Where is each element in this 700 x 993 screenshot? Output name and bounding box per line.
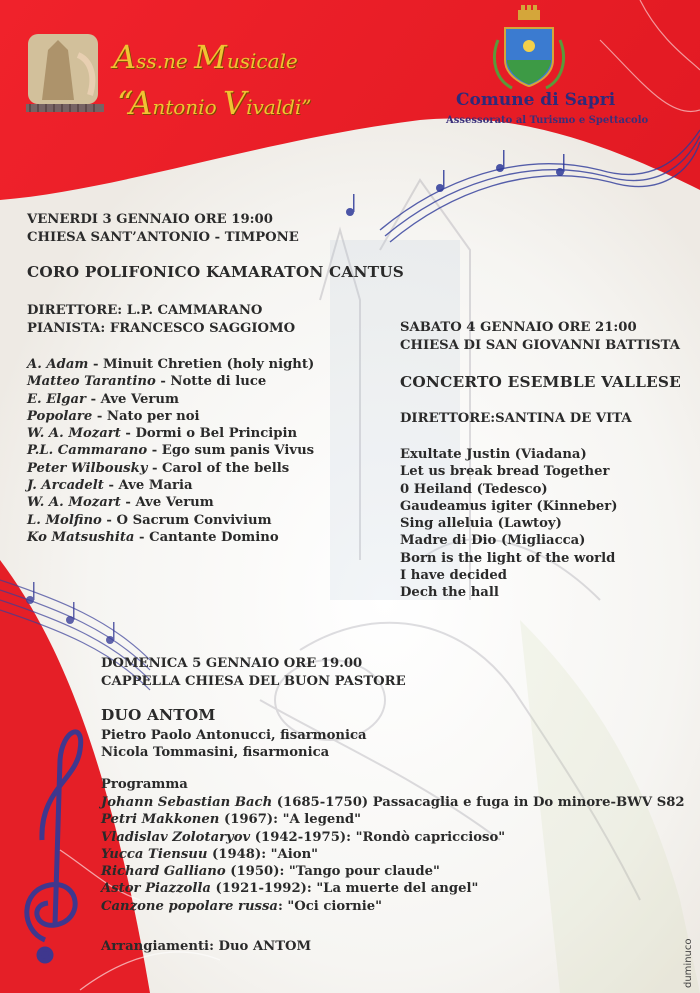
event2-date: SABATO 4 GENNAIO ORE 21:00 <box>400 320 637 335</box>
list-item: J. Arcadelt - Ave Maria <box>27 478 193 494</box>
event3-program-label: Programma <box>101 777 188 792</box>
event3-place: CAPPELLA CHIESA DEL BUON PASTORE <box>101 674 406 689</box>
list-item: Peter Wilbousky - Carol of the bells <box>27 460 290 476</box>
assoc-initial-a: A <box>113 38 137 76</box>
association-name-line1 <box>113 38 298 76</box>
assoc-text-m: usicale <box>226 49 298 73</box>
event2-program-list <box>400 446 617 602</box>
list-item: Johann Sebastian Bach (1685-1750) Passacaglia e fuga in Do minore-BWV S82 <box>101 795 685 810</box>
assoc-initial-antonio: “A <box>117 84 153 122</box>
list-item: Dech the hall <box>400 585 499 601</box>
list-item: Petri Makkonen (1967): "A legend" <box>101 812 361 828</box>
event1-program-list <box>27 356 314 546</box>
list-item: Born is the light of the world <box>400 550 616 566</box>
list-item: W. A. Mozart - Ave Verum <box>27 495 214 511</box>
list-item: E. Elgar - Ave Verum <box>27 391 179 407</box>
event3-performer2: Nicola Tommasini, fisarmonica <box>101 745 330 760</box>
event2-title: CONCERTO ESEMBLE VALLESE <box>400 373 681 391</box>
event3-arrangements: Arrangiamenti: Duo ANTOM <box>101 939 312 954</box>
comune-subtitle: Assessorato al Turismo e Spettacolo <box>446 115 649 126</box>
event1-title: CORO POLIFONICO KAMARATON CANTUS <box>27 263 405 281</box>
list-item: Ko Matsushita - Cantante Domino <box>27 529 279 545</box>
event3-date: DOMENICA 5 GENNAIO ORE 19.00 <box>101 656 363 671</box>
designer-watermark: duminuco <box>683 938 694 988</box>
event1-director: DIRETTORE: L.P. CAMMARANO <box>27 303 263 318</box>
list-item: I have decided <box>400 568 508 584</box>
list-item: Madre di Dio (Migliacca) <box>400 533 586 549</box>
list-item: Gaudeamus igiter (Kinneber) <box>400 498 618 514</box>
assoc-text-a: ss.ne <box>136 49 195 73</box>
list-item: Let us break bread Together <box>400 464 610 480</box>
event2-place: CHIESA DI SAN GIOVANNI BATTISTA <box>400 338 680 353</box>
list-item: Popolare - Nato per noi <box>27 408 200 424</box>
list-item: 0 Heiland (Tedesco) <box>400 481 548 497</box>
list-item: W. A. Mozart - Dormi o Bel Principin <box>27 426 298 442</box>
assoc-initial-m: M <box>194 38 227 76</box>
list-item: Canzone popolare russa: "Oci ciornie" <box>101 898 383 914</box>
comune-title: Comune di Sapri <box>456 90 616 110</box>
event3-title: DUO ANTOM <box>101 706 216 724</box>
list-item: Matteo Tarantino - Notte di luce <box>27 374 267 390</box>
event3-program-list <box>101 794 685 915</box>
assoc-text-antonio: ntonio <box>152 95 223 119</box>
event1-pianist: PIANISTA: FRANCESCO SAGGIOMO <box>27 321 296 336</box>
list-item: Richard Galliano (1950): "Tango pour claude" <box>101 864 440 880</box>
assoc-initial-vivaldi: V <box>222 84 247 122</box>
list-item: Exultate Justin (Viadana) <box>400 447 587 462</box>
assoc-text-vivaldi: ivaldi” <box>246 95 312 119</box>
event3-performer1: Pietro Paolo Antonucci, fisarmonica <box>101 728 367 743</box>
event2-director: DIRETTORE:SANTINA DE VITA <box>400 411 632 426</box>
list-item: Vladislav Zolotaryov (1942-1975): "Rondò capriccioso" <box>101 829 506 845</box>
list-item: A. Adam - Minuit Chretien (holy night) <box>27 357 315 372</box>
list-item: Astor Piazzolla (1921-1992): "La muerte del angel" <box>101 881 479 897</box>
event1-place: CHIESA SANT’ANTONIO - TIMPONE <box>27 230 299 245</box>
list-item: L. Molfino - O Sacrum Convivium <box>27 512 272 528</box>
list-item: P.L. Cammarano - Ego sum panis Vivus <box>27 443 315 459</box>
list-item: Sing alleluia (Lawtoy) <box>400 516 562 532</box>
association-name-line2 <box>117 84 312 122</box>
event1-date: VENERDI 3 GENNAIO ORE 19:00 <box>27 212 273 227</box>
list-item: Yucca Tiensuu (1948): "Aion" <box>101 846 319 862</box>
